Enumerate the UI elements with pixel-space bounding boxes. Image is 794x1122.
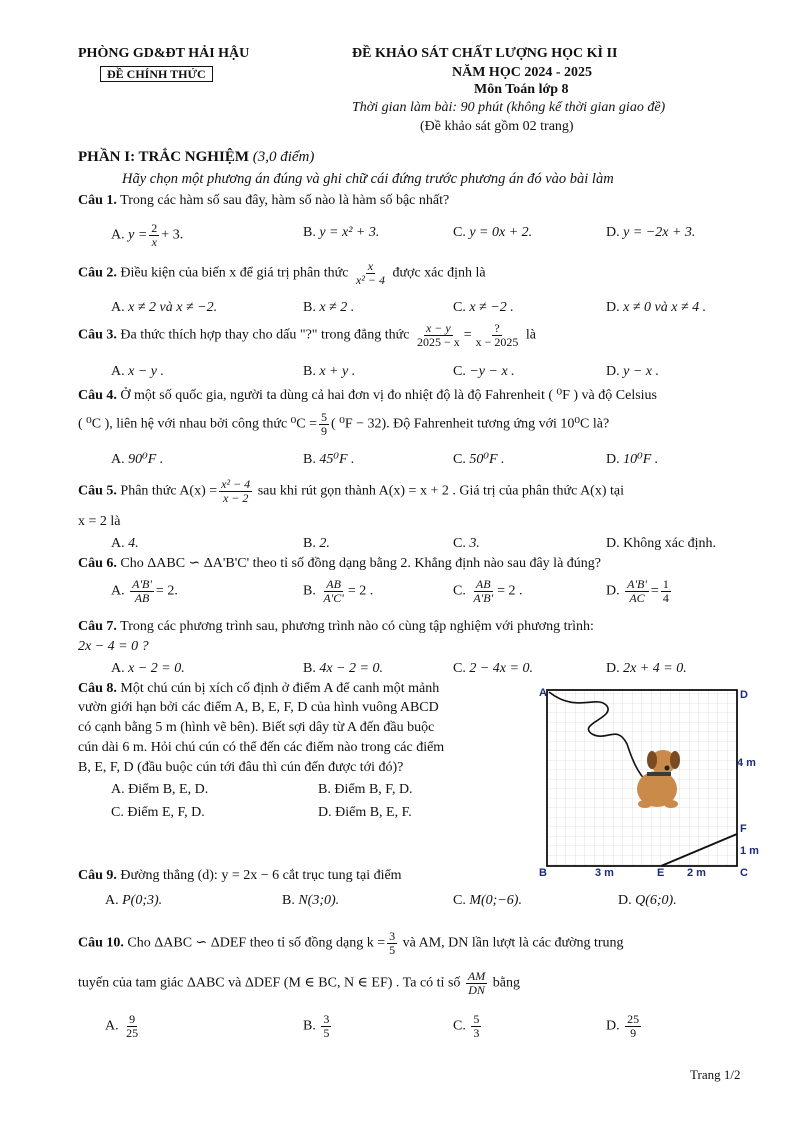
q3-option-b: B. x + y . bbox=[303, 364, 356, 379]
q2-option-a: A. x ≠ 2 và x ≠ −2. bbox=[111, 300, 218, 315]
q8-option-a: A. Điểm B, E, D. bbox=[111, 782, 209, 797]
q10-option-d: D. $\frac{25}{9}$ bbox=[606, 1012, 640, 1040]
label-1m: 1 m bbox=[740, 845, 759, 857]
question-7-line2: 2x − 4 = 0 ? bbox=[78, 639, 149, 654]
school-year: NĂM HỌC 2024 - 2025 bbox=[452, 65, 592, 80]
question-2: Câu 2. Điều kiện của biến x để giá trị phân thức $\frac{x}{\text{x² − 4}}$ được xác định là bbox=[78, 259, 486, 287]
q9-option-d: D. Q(6;0). bbox=[618, 893, 677, 908]
department-name: PHÒNG GD&ĐT HẢI HẬU bbox=[78, 46, 250, 61]
q7-option-b: B. 4x − 2 = 0. bbox=[303, 661, 383, 676]
label-e: E bbox=[657, 867, 665, 879]
q9-option-a: A. P(0;3). bbox=[105, 893, 163, 908]
q4-option-b: B. 45⁰F . bbox=[303, 452, 355, 467]
question-10-line2: tuyến của tam giác ΔABC và ΔDEF (M ∈ BC, N ∈ EF) . Ta có tỉ số $\frac{AM}{DN}$ bằng bbox=[78, 969, 520, 997]
q6-option-c: C. $\frac{AB}{A'B'}$ = 2 . bbox=[453, 577, 523, 605]
question-8-line2: vườn giới hạn bởi các điểm A, B, E, F, D của hình vuông ABCD bbox=[78, 700, 439, 715]
question-10: Câu 10. Cho ΔABC ∽ ΔDEF theo tỉ số đồng dạng k = $\frac{3}{5}$ và AM, DN lần lượt là các đường trung bbox=[78, 929, 624, 957]
q6-option-b: B. $\frac{AB}{A'C'}$ = 2 . bbox=[303, 577, 374, 605]
part-instruction: Hãy chọn một phương án đúng và ghi chữ cái đứng trước phương án đó vào bài làm bbox=[122, 171, 614, 187]
q8-option-d: D. Điểm B, E, F. bbox=[318, 805, 412, 820]
question-1: Câu 1. Trong các hàm số sau đây, hàm số nào là hàm số bậc nhất? bbox=[78, 193, 450, 208]
q3-option-d: D. y − x . bbox=[606, 364, 659, 379]
q2-option-c: C. x ≠ −2 . bbox=[453, 300, 514, 315]
q10-option-b: B. $\frac{3}{5}$ bbox=[303, 1012, 330, 1040]
page-number: Trang 1/2 bbox=[690, 1067, 741, 1082]
time-limit: Thời gian làm bài: 90 phút (không kể thời gian giao đề) bbox=[352, 100, 666, 115]
q10-option-c: C. $\frac{5}{3}$ bbox=[453, 1012, 480, 1040]
question-8-line5: B, E, F, D (đầu buộc cún tới đâu thì cún đến được tới đó)? bbox=[78, 760, 404, 775]
part-title: PHẦN I: TRẮC NGHIỆM (3,0 điểm) bbox=[78, 149, 315, 165]
q9-option-b: B. N(3;0). bbox=[282, 893, 340, 908]
question-4-formula: ( ⁰C ), liên hệ với nhau bởi công thức ⁰C = $\frac{5}{9}$ ( ⁰F − 32). Độ Fahrenheit tương ứng với 10⁰C là? bbox=[78, 410, 610, 438]
q1-option-b: B. y = x² + 3. bbox=[303, 225, 380, 240]
q6-option-d: D. $\frac{A'B'}{AC}$ = $\frac{1}{4}$ bbox=[606, 577, 669, 605]
question-8-line4: cún dài 6 m. Hỏi chú cún có thể đến các điểm nào trong các điểm bbox=[78, 740, 445, 755]
q7-option-a: A. x − 2 = 0. bbox=[111, 661, 185, 676]
question-8-line1: Câu 8. Một chú cún bị xích cố định ở điểm A để canh một mảnh bbox=[78, 681, 440, 696]
q4-option-d: D. 10⁰F . bbox=[606, 452, 659, 467]
label-f: F bbox=[740, 823, 747, 835]
q3-option-a: A. x − y . bbox=[111, 364, 164, 379]
label-b: B bbox=[539, 867, 547, 879]
q1-option-c: C. y = 0x + 2. bbox=[453, 225, 533, 240]
label-a: A bbox=[539, 687, 547, 699]
label-c: C bbox=[740, 867, 748, 879]
q4-option-a: A. 90⁰F . bbox=[111, 452, 164, 467]
q10-option-a: A. $\frac{9}{25}$ bbox=[105, 1012, 139, 1040]
question-3: Câu 3. Đa thức thích hợp thay cho dấu "?" trong đẳng thức $\frac{x - y}{2025 - x}$ = $\frac{?}{x - 2025}$ là bbox=[78, 321, 537, 349]
q4-option-c: C. 50⁰F . bbox=[453, 452, 505, 467]
q3-option-c: C. −y − x . bbox=[453, 364, 515, 379]
q5-option-b: B. 2. bbox=[303, 536, 330, 551]
q5-option-c: C. 3. bbox=[453, 536, 480, 551]
q8-option-c: C. Điểm E, F, D. bbox=[111, 805, 205, 820]
question-5: Câu 5. Phân thức A(x) = $\frac{\text{x² − 4}}{x - 2}$ sau khi rút gọn thành A(x) = x + 2 . Giá trị của phân thức A(x) tại bbox=[78, 477, 624, 505]
subject: Môn Toán lớp 8 bbox=[474, 82, 569, 97]
fraction: $\frac{2}{x}$ bbox=[151, 221, 158, 249]
page-count-note: (Đề khảo sát gồm 02 trang) bbox=[420, 119, 574, 134]
q5-option-d: D. Không xác định. bbox=[606, 536, 717, 551]
official-label: ĐỀ CHÍNH THỨC bbox=[100, 67, 213, 83]
q2-option-b: B. x ≠ 2 . bbox=[303, 300, 355, 315]
q5-option-a: A. 4. bbox=[111, 536, 139, 551]
q7-option-c: C. 2 − 4x = 0. bbox=[453, 661, 533, 676]
exam-title: ĐỀ KHẢO SÁT CHẤT LƯỢNG HỌC KÌ II bbox=[352, 46, 618, 61]
question-9: Câu 9. Đường thẳng (d): y = 2x − 6 cắt trục tung tại điểm bbox=[78, 868, 402, 883]
question-7: Câu 7. Trong các phương trình sau, phương trình nào có cùng tập nghiệm với phương trình: bbox=[78, 619, 594, 634]
question-5-line2: x = 2 là bbox=[78, 514, 121, 529]
label-2m: 2 m bbox=[687, 867, 706, 879]
q1-option-a: A. y = $\frac{2}{x}$ + 3. bbox=[111, 221, 184, 249]
question-8-line3: có cạnh bằng 5 m (hình vẽ bên). Biết sợi dây từ A đến đầu buộc bbox=[78, 720, 435, 735]
q1-option-d: D. y = −2x + 3. bbox=[606, 225, 696, 240]
label-3m: 3 m bbox=[595, 867, 614, 879]
question-6: Câu 6. Cho ΔABC ∽ ΔA'B'C' theo tỉ số đồng dạng bằng 2. Khẳng định nào sau đây là đúng? bbox=[78, 556, 601, 571]
q6-option-a: A. $\frac{A'B'}{AB}$ = 2. bbox=[111, 577, 178, 605]
label-d: D bbox=[740, 689, 748, 701]
label-4m: 4 m bbox=[737, 757, 756, 769]
q2-option-d: D. x ≠ 0 và x ≠ 4 . bbox=[606, 300, 707, 315]
q8-option-b: B. Điểm B, F, D. bbox=[318, 782, 413, 797]
garden-figure bbox=[537, 684, 767, 880]
q9-option-c: C. M(0;−6). bbox=[453, 893, 522, 908]
q7-option-d: D. 2x + 4 = 0. bbox=[606, 661, 687, 676]
question-4: Câu 4. Ở một số quốc gia, người ta dùng cả hai đơn vị đo nhiệt độ là độ Fahrenheit ( ⁰F ) và độ Celsius bbox=[78, 388, 657, 403]
